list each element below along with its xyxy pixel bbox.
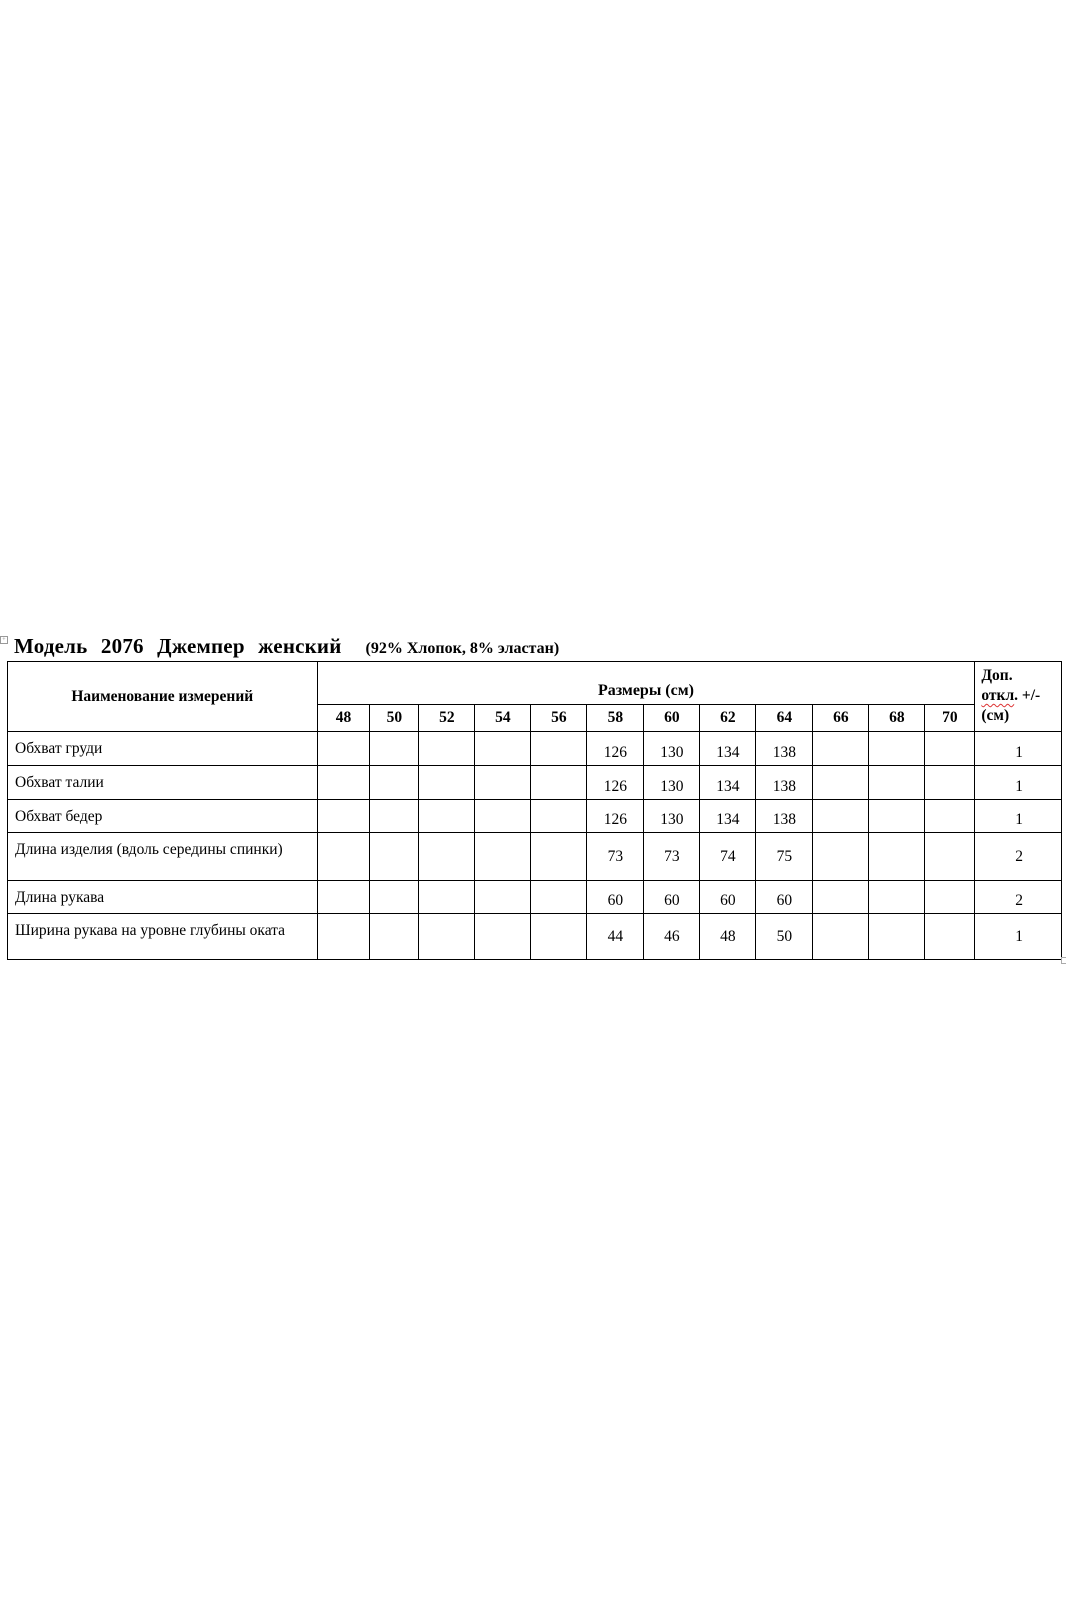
spellcheck-word: откл bbox=[981, 687, 1015, 704]
measurement-value-cell bbox=[813, 800, 869, 833]
measurement-value-cell: 73 bbox=[587, 833, 644, 881]
table-row bbox=[8, 881, 1062, 914]
sizes-header: Размеры (см) bbox=[317, 662, 975, 705]
measurement-value-cell bbox=[419, 833, 475, 881]
table-resize-handle[interactable] bbox=[1061, 957, 1066, 964]
size-header-cell: 52 bbox=[419, 705, 475, 732]
measurement-value-cell bbox=[813, 881, 869, 914]
measurement-label: Обхват талии bbox=[8, 766, 318, 800]
measurement-value-cell bbox=[869, 914, 925, 960]
measurement-name-header: Наименование измерений bbox=[8, 662, 318, 732]
measurement-value-cell bbox=[370, 800, 419, 833]
measurement-label: Длина изделия (вдоль середины спинки) bbox=[8, 833, 318, 881]
measurement-value-cell bbox=[869, 800, 925, 833]
measurement-value-cell bbox=[317, 732, 370, 766]
measurement-value-cell bbox=[813, 833, 869, 881]
measurement-value-cell bbox=[370, 732, 419, 766]
measurement-value-cell bbox=[531, 732, 587, 766]
measurement-value-cell: 134 bbox=[700, 766, 756, 800]
measurement-value-cell bbox=[925, 914, 975, 960]
size-header-cell: 62 bbox=[700, 705, 756, 732]
document-title bbox=[7, 633, 1062, 659]
measurement-value-cell: 73 bbox=[644, 833, 700, 881]
measurement-value-cell bbox=[531, 833, 587, 881]
measurement-value-cell bbox=[370, 766, 419, 800]
size-header-cell: 58 bbox=[587, 705, 644, 732]
measurement-value-cell bbox=[419, 914, 475, 960]
measurement-value-cell: 126 bbox=[587, 766, 644, 800]
measurement-value-cell bbox=[370, 833, 419, 881]
measurement-value-cell: 134 bbox=[700, 800, 756, 833]
size-header-cell: 48 bbox=[317, 705, 370, 732]
table-row bbox=[8, 914, 1062, 960]
size-header-cell: 56 bbox=[531, 705, 587, 732]
measurement-value-cell: 60 bbox=[756, 881, 813, 914]
measurement-value-cell bbox=[370, 881, 419, 914]
measurement-value-cell bbox=[419, 881, 475, 914]
size-header-cell: 70 bbox=[925, 705, 975, 732]
measurement-value-cell bbox=[925, 732, 975, 766]
tolerance-value-cell: 1 bbox=[975, 800, 1062, 833]
measurement-value-cell: 134 bbox=[700, 732, 756, 766]
measurement-value-cell: 130 bbox=[644, 766, 700, 800]
measurement-value-cell bbox=[475, 800, 531, 833]
measurement-value-cell: 50 bbox=[756, 914, 813, 960]
measurement-value-cell bbox=[531, 881, 587, 914]
table-row bbox=[8, 766, 1062, 800]
measurement-label: Ширина рукава на уровне глубины оката bbox=[8, 914, 318, 960]
size-header-cell: 50 bbox=[370, 705, 419, 732]
measurement-label: Обхват бедер bbox=[8, 800, 318, 833]
table-anchor-icon[interactable]: + bbox=[0, 636, 8, 644]
measurement-value-cell bbox=[475, 732, 531, 766]
measurement-value-cell: 48 bbox=[700, 914, 756, 960]
measurement-value-cell: 44 bbox=[587, 914, 644, 960]
measurement-value-cell: 75 bbox=[756, 833, 813, 881]
measurement-value-cell bbox=[419, 766, 475, 800]
measurement-value-cell bbox=[813, 914, 869, 960]
measurement-value-cell bbox=[813, 732, 869, 766]
measurement-value-cell bbox=[869, 881, 925, 914]
measurement-value-cell: 138 bbox=[756, 732, 813, 766]
measurement-value-cell bbox=[869, 833, 925, 881]
tolerance-value-cell: 2 bbox=[975, 881, 1062, 914]
measurement-value-cell: 126 bbox=[587, 732, 644, 766]
model-title: Модель 2076 Джемпер женский bbox=[14, 634, 342, 658]
measurement-value-cell bbox=[317, 914, 370, 960]
tolerance-value-cell: 1 bbox=[975, 914, 1062, 960]
measurement-value-cell bbox=[317, 881, 370, 914]
measurement-value-cell: 138 bbox=[756, 800, 813, 833]
measurement-value-cell bbox=[475, 914, 531, 960]
measurement-value-cell: 60 bbox=[587, 881, 644, 914]
measurements-body bbox=[8, 732, 1062, 960]
tolerance-header bbox=[975, 662, 1062, 732]
measurement-value-cell bbox=[531, 800, 587, 833]
size-header-cell: 64 bbox=[756, 705, 813, 732]
measurement-value-cell bbox=[317, 833, 370, 881]
size-header-cell: 68 bbox=[869, 705, 925, 732]
measurement-value-cell bbox=[531, 914, 587, 960]
measurement-value-cell bbox=[925, 833, 975, 881]
fabric-composition: (92% Хлопок, 8% эластан) bbox=[365, 640, 560, 657]
measurement-value-cell bbox=[925, 766, 975, 800]
table-row bbox=[8, 800, 1062, 833]
measurement-value-cell bbox=[531, 766, 587, 800]
size-header-cell: 60 bbox=[644, 705, 700, 732]
size-chart-table bbox=[7, 661, 1062, 960]
header-row bbox=[8, 662, 1062, 705]
tolerance-header-line3: (см) bbox=[981, 707, 1010, 724]
tolerance-value-cell: 1 bbox=[975, 732, 1062, 766]
tolerance-value-cell: 1 bbox=[975, 766, 1062, 800]
measurement-value-cell bbox=[419, 800, 475, 833]
measurement-value-cell: 138 bbox=[756, 766, 813, 800]
measurement-value-cell bbox=[869, 732, 925, 766]
measurement-value-cell: 46 bbox=[644, 914, 700, 960]
size-header-cell: 54 bbox=[475, 705, 531, 732]
measurement-value-cell bbox=[419, 732, 475, 766]
measurement-value-cell bbox=[475, 833, 531, 881]
measurement-value-cell: 130 bbox=[644, 732, 700, 766]
measurement-value-cell bbox=[370, 914, 419, 960]
measurement-value-cell bbox=[475, 766, 531, 800]
measurement-value-cell bbox=[317, 766, 370, 800]
measurement-value-cell bbox=[925, 800, 975, 833]
tolerance-value-cell: 2 bbox=[975, 833, 1062, 881]
measurement-value-cell: 74 bbox=[700, 833, 756, 881]
tolerance-header-line2: . +/- bbox=[1014, 687, 1041, 704]
measurement-value-cell: 126 bbox=[587, 800, 644, 833]
measurement-value-cell bbox=[813, 766, 869, 800]
measurement-value-cell bbox=[925, 881, 975, 914]
measurement-value-cell bbox=[869, 766, 925, 800]
size-header-cell: 66 bbox=[813, 705, 869, 732]
measurement-value-cell: 60 bbox=[700, 881, 756, 914]
measurement-value-cell: 130 bbox=[644, 800, 700, 833]
measurement-value-cell bbox=[475, 881, 531, 914]
table-row bbox=[8, 732, 1062, 766]
tolerance-header-line1: Доп. bbox=[981, 667, 1013, 684]
measurement-label: Обхват груди bbox=[8, 732, 318, 766]
measurement-label: Длина рукава bbox=[8, 881, 318, 914]
table-row bbox=[8, 833, 1062, 881]
document-page bbox=[2, 633, 1062, 960]
measurement-value-cell bbox=[317, 800, 370, 833]
measurement-value-cell: 60 bbox=[644, 881, 700, 914]
